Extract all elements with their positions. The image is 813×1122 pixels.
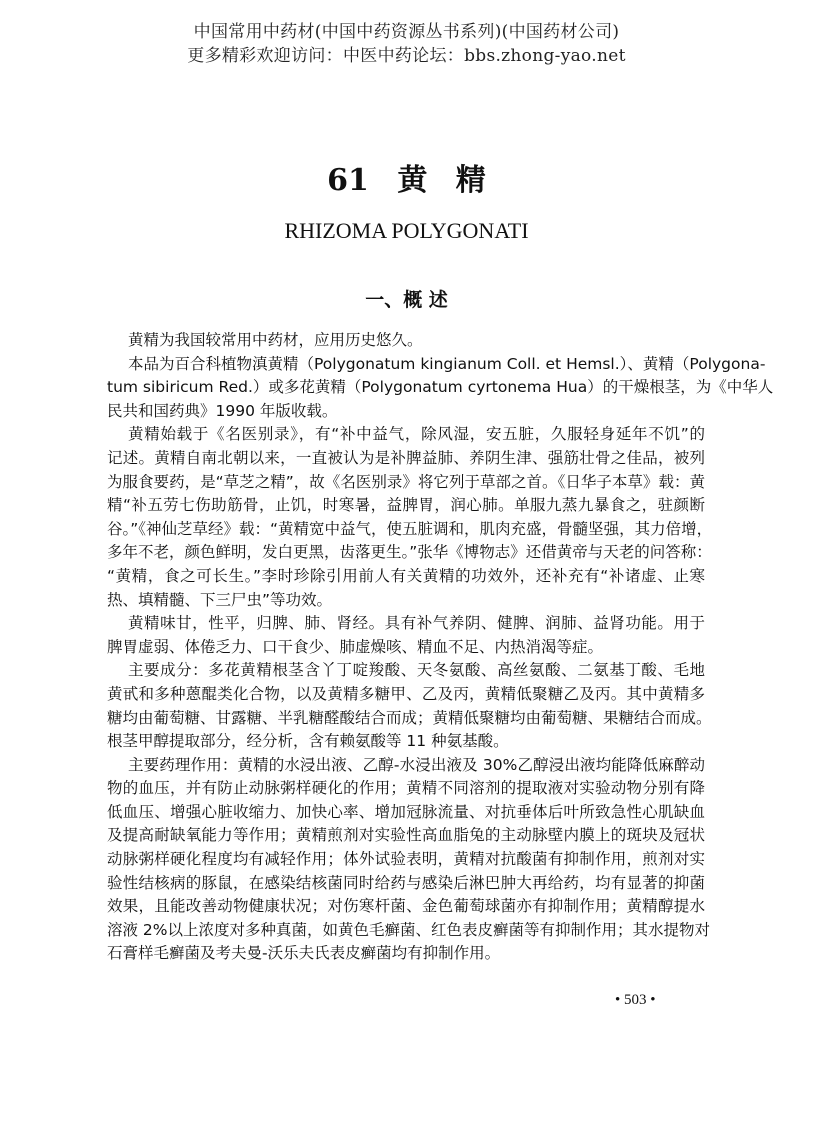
paragraph — [107, 754, 711, 966]
text-line: 谷。”《神仙芝草经》载：“黄精宽中益气，使五脏调和，肌肉充盛，骨髓坚强，其力倍增， — [107, 519, 713, 538]
paragraph — [107, 423, 713, 612]
chapter-title: 61 黄 精 — [327, 163, 486, 198]
text-line: 黄精味甘，性平，归脾、肺、肾经。具有补气养阴、健脾、润肺、益肾功能。用于 — [128, 614, 705, 633]
text-line: 主要药理作用：黄精的水浸出液、乙醇-水浸出液及 30%乙醇浸出液均能降低麻醉动 — [128, 755, 705, 774]
text-line: 精“补五劳七伤助筋骨，止饥，时寒暑，益脾胃，润心肺。单服九蒸九暴食之，驻颜断 — [107, 496, 705, 515]
text-line: 主要成分：多花黄精根茎含丫丁啶羧酸、天冬氨酸、高丝氨酸、二氨基丁酸、毛地 — [128, 661, 705, 680]
text-line: 验性结核病的豚鼠，在感染结核菌同时给药与感染后淋巴肿大再给药，均有显著的抑菌 — [107, 873, 705, 892]
text-line: 石膏样毛癣菌及考夫曼-沃乐夫氏表皮癣菌均有抑制作用。 — [107, 944, 501, 963]
section-heading: 一、概 述 — [365, 289, 448, 311]
text-line: tum sibiricum Red.）或多花黄精（Polygonatum cyrtonema Hua）的干燥根茎，为《中华人 — [107, 378, 774, 397]
text-line: 溶液 2%以上浓度对多种真菌，如黄色毛癣菌、红色表皮癣菌等有抑制作用；其水提物对 — [107, 920, 711, 939]
page-number: • 503 • — [615, 992, 656, 1008]
text-line: 效果，且能改善动物健康状况；对伤寒杆菌、金色葡萄球菌亦有抑制作用；黄精醇提水 — [107, 897, 705, 916]
text-line: 低血压、增强心脏收缩力、加快心率、增加冠脉流量、对抗垂体后叶所致急性心肌缺血 — [107, 802, 705, 821]
header-line-2: 更多精彩欢迎访问：中医中药论坛：bbs.zhong-yao.net — [187, 46, 626, 66]
text-line: 黄精始载于《名医别录》，有“补中益气，除风湿，安五脏，久服轻身延年不饥”的 — [128, 425, 705, 444]
text-line: “黄精，食之可长生。”李时珍除引用前人有关黄精的功效外，还补充有“补诸虚、止寒 — [107, 566, 705, 585]
text-line: 本品为百合科植物滇黄精（Polygonatum kingianum Coll. et Hemsl.）、黄精（Polygona- — [128, 354, 766, 373]
paragraph — [107, 659, 712, 753]
text-line: 为服食要药，是“草芝之精”，故《名医别录》将它列于草部之首。《日华子本草》载：黄 — [107, 472, 705, 491]
body-text — [107, 329, 774, 966]
text-line: 记述。黄精自南北朝以来，一直被认为是补脾益肺、养阴生津、强筋壮骨之佳品，被列 — [107, 448, 705, 467]
text-line: 脾胃虚弱、体倦乏力、口干食少、肺虚燥咳、精血不足、内热消渴等症。 — [107, 637, 604, 656]
text-line: 多年不老，颜色鲜明，发白更黑，齿落更生。”张华《博物志》还借黄帝与天老的问答称： — [107, 543, 712, 562]
text-line: 黄甙和多种蒽醌类化合物，以及黄精多糖甲、乙及丙，黄精低聚糖乙及丙。其中黄精多 — [107, 684, 705, 703]
text-line: 黄精为我国较常用中药材，应用历史悠久。 — [128, 331, 423, 349]
text-line: 糖均由葡萄糖、甘露糖、半乳糖醛酸结合而成；黄精低聚糖均由葡萄糖、果糖结合而成。 — [107, 708, 712, 727]
paragraph — [107, 353, 774, 424]
text-line: 物的血压，并有防止动脉粥样硬化的作用；黄精不同溶剂的提取液对实验动物分别有降 — [107, 779, 705, 798]
header-line-1: 中国常用中药材(中国中药资源丛书系列)(中国药材公司) — [193, 22, 620, 42]
text-line: 热、填精髓、下三尸虫”等功效。 — [107, 590, 333, 609]
text-line: 动脉粥样硬化程度均有减轻作用；体外试验表明，黄精对抗酸菌有抑制作用，煎剂对实 — [107, 850, 705, 869]
paragraph — [107, 329, 705, 353]
text-line: 根茎甲醇提取部分，经分析，含有赖氨酸等 11 种氨基酸。 — [107, 732, 509, 751]
text-line: 民共和国药典》1990 年版收载。 — [107, 401, 338, 420]
latin-title: RHIZOMA POLYGONATI — [284, 218, 529, 243]
paragraph — [107, 612, 705, 659]
text-line: 及提高耐缺氧能力等作用；黄精煎剂对实验性高血脂兔的主动脉壁内膜上的斑块及冠状 — [107, 826, 705, 845]
